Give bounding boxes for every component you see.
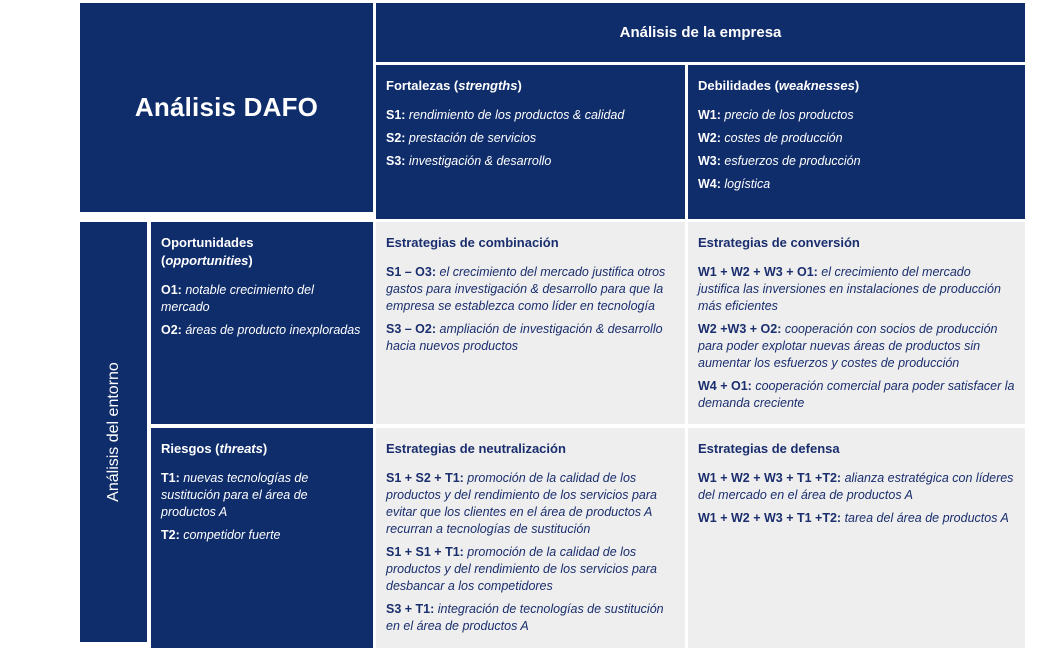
weakness-item: W1: precio de los productos xyxy=(698,108,854,122)
strengths-heading: Fortalezas (strengths) xyxy=(386,78,522,93)
opportunity-item: O1: notable crecimiento del mercado xyxy=(161,283,314,314)
strategy-item: S1 + S1 + T1: promoción de la calidad de los productos y del rendimiento de los servicios para desbancar a los competidores xyxy=(386,545,657,593)
opportunities-heading: Oportunidades (opportunities) xyxy=(161,235,254,268)
so-heading: Estrategias de combinación xyxy=(386,235,559,250)
empresa-header xyxy=(376,3,1025,62)
diagram-title: Análisis DAFO xyxy=(134,92,319,122)
st-strategies-cell xyxy=(376,428,685,648)
entorno-label: Análisis del entorno xyxy=(104,362,122,502)
threat-item: T1: nuevas tecnologías de sustitución para el área de productos A xyxy=(161,471,309,519)
entorno-band xyxy=(80,222,147,642)
weaknesses-cell xyxy=(688,65,1025,219)
strategy-item: S3 + T1: integración de tecnologías de sustitución en el área de productos A xyxy=(386,602,664,633)
so-strategies-cell xyxy=(376,222,685,424)
weakness-item: W2: costes de producción xyxy=(698,131,843,145)
wt-heading: Estrategias de defensa xyxy=(698,441,840,456)
st-heading: Estrategias de neutralización xyxy=(386,441,566,456)
title-cell xyxy=(80,3,373,212)
strength-item: S1: rendimiento de los productos & calidad xyxy=(386,108,625,122)
weakness-item: W3: esfuerzos de producción xyxy=(698,154,861,168)
strategy-item: S1 + S2 + T1: promoción de la calidad de los productos y del rendimiento de los servicios para evitar que los clientes en el área de productos A recurran a tecnologías de sustitución xyxy=(386,471,657,536)
weakness-item: W4: logística xyxy=(698,177,771,191)
wo-strategies-cell xyxy=(688,222,1025,424)
threats-heading: Riesgos (threats) xyxy=(161,441,268,456)
strategy-item: W1 + W2 + W3 + O1: el crecimiento del mercado justifica las inversiones en instalaciones de producción más eficientes xyxy=(698,265,1001,313)
threat-item: T2: competidor fuerte xyxy=(161,528,281,542)
opportunity-item: O2: áreas de producto inexploradas xyxy=(161,323,361,337)
weaknesses-heading: Debilidades (weaknesses) xyxy=(698,78,860,93)
strategy-item: W1 + W2 + W3 + T1 +T2: alianza estratégica con líderes del mercado en el área de productos A xyxy=(698,471,1014,502)
wt-strategies-cell xyxy=(688,428,1025,648)
threats-cell xyxy=(151,428,373,648)
wo-heading: Estrategias de conversión xyxy=(698,235,860,250)
strategy-item: W2 +W3 + O2: cooperación con socios de producción para poder explotar nuevas áreas de productos sin aumentar los esfuerzos y costes de producción xyxy=(698,322,998,370)
strategy-item: W4 + O1: cooperación comercial para poder satisfacer la demanda creciente xyxy=(698,379,1015,410)
empresa-label: Análisis de la empresa xyxy=(619,24,782,41)
opportunities-cell xyxy=(151,222,373,424)
strategy-item: S3 – O2: ampliación de investigación & desarrollo hacia nuevos productos xyxy=(386,322,663,353)
strategy-item: S1 – O3: el crecimiento del mercado justifica otros gastos para investigación & desarrollo para que la empresa se establezca como líder en tecnología xyxy=(386,265,666,313)
strength-item: S3: investigación & desarrollo xyxy=(386,154,552,168)
strategy-item: W1 + W2 + W3 + T1 +T2: tarea del área de productos A xyxy=(698,511,1009,525)
strengths-cell xyxy=(376,65,685,219)
strength-item: S2: prestación de servicios xyxy=(386,131,537,145)
